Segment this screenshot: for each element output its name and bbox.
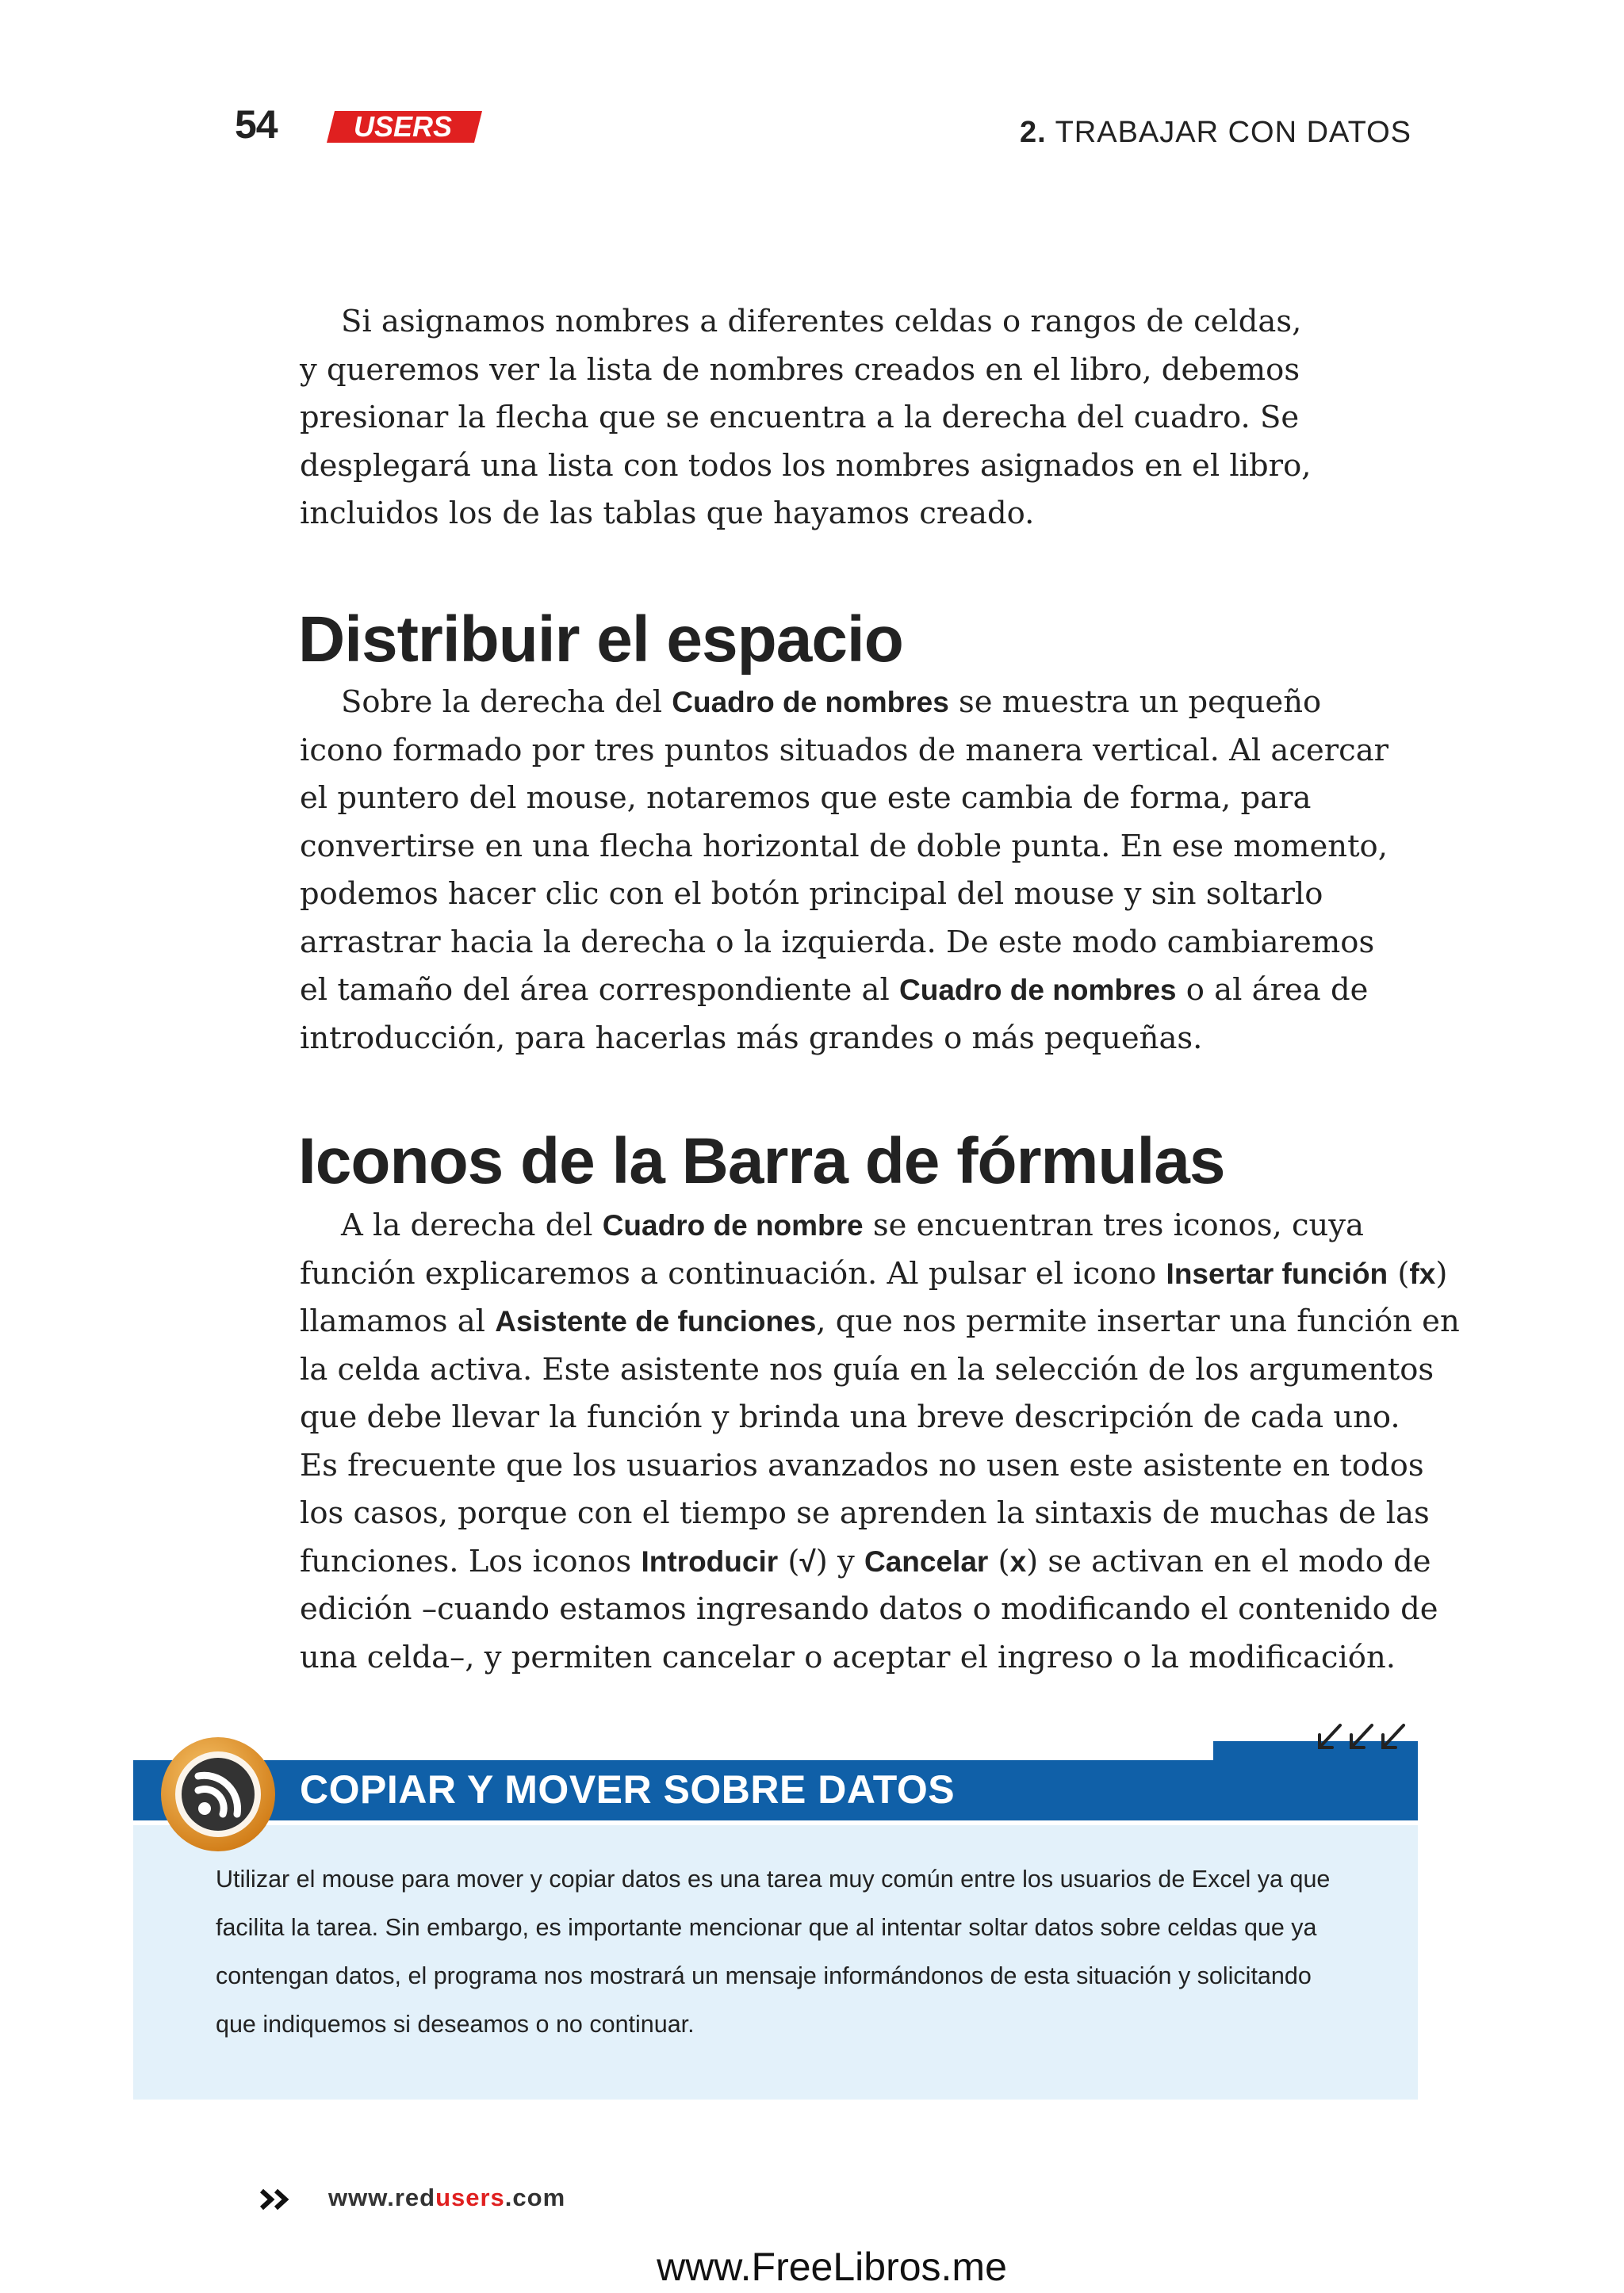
bold-term: Cuadro de nombres <box>899 974 1177 1006</box>
text-line: funciones. Los iconos Introducir (√) y Cancelar (x) se activan en el modo de <box>300 1543 1431 1579</box>
chapter-number: 2. <box>1019 116 1047 149</box>
double-chevron-icon <box>259 2188 293 2211</box>
callout-body <box>216 1855 1342 2049</box>
text-line: arrastrar hacia la derecha o la izquierda. De este modo cambiaremos <box>300 924 1375 960</box>
bold-term: Asistente de funciones <box>495 1305 817 1338</box>
text-line: y queremos ver la lista de nombres creados en el libro, debemos <box>300 351 1300 388</box>
footer-url[interactable]: www.redusers.com <box>328 2184 566 2211</box>
bold-term: Introducir <box>641 1545 779 1578</box>
chapter-header <box>872 116 1411 150</box>
bold-term: √ <box>799 1545 816 1578</box>
text-line: desplegará una lista con todos los nombres asignados en el libro, <box>300 447 1312 484</box>
text-line: Sobre la derecha del Cuadro de nombres se muestra un pequeño <box>341 684 1322 720</box>
users-logo <box>327 111 482 143</box>
text-line: podemos hacer clic con el botón principal del mouse y sin soltarlo <box>300 876 1323 912</box>
text-line: contengan datos, el programa nos mostrará un mensaje informándonos de esta situación y solicitando <box>216 1962 1312 1989</box>
text-line: función explicaremos a continuación. Al pulsar el icono Insertar función (fx) <box>300 1255 1448 1292</box>
text-line: convertirse en una flecha horizontal de doble punta. En ese momento, <box>300 828 1388 864</box>
text-line: presionar la flecha que se encuentra a la derecha del cuadro. Se <box>300 400 1300 435</box>
text-line: introducción, para hacerlas más grandes o más pequeñas. <box>300 1020 1203 1056</box>
text-line: edición –cuando estamos ingresando datos o modificando el contenido de <box>300 1591 1438 1627</box>
bold-term: Cuadro de nombres <box>672 686 949 718</box>
bold-term: Cancelar <box>864 1545 989 1578</box>
bold-term: fx <box>1409 1257 1436 1290</box>
section-heading-distribuir: Distribuir el espacio <box>298 603 903 676</box>
section-heading-iconos: Iconos de la Barra de fórmulas <box>298 1125 1225 1197</box>
text-line: Es frecuente que los usuarios avanzados no usen este asistente en todos <box>300 1447 1424 1483</box>
bold-term: Cuadro de nombre <box>602 1209 864 1242</box>
users-logo-text: USERS <box>353 111 453 143</box>
intro-paragraph <box>300 298 1426 538</box>
triple-arrow-icon <box>1313 1721 1411 1754</box>
bold-term: x <box>1009 1545 1027 1578</box>
section1-paragraph <box>300 679 1426 1062</box>
text-line: Si asignamos nombres a diferentes celdas o rangos de celdas, <box>341 304 1302 339</box>
text-line: el puntero del mouse, notaremos que este cambia de forma, para <box>300 780 1312 816</box>
watermark: www.FreeLibros.me <box>657 2245 1007 2289</box>
section2-paragraph <box>300 1202 1460 1682</box>
text-line: Utilizar el mouse para mover y copiar datos es una tarea muy común entre los usuarios de Excel ya que <box>216 1866 1331 1893</box>
chapter-title: TRABAJAR CON DATOS <box>1055 116 1411 149</box>
text-line: facilita la tarea. Sin embargo, es importante mencionar que al intentar soltar datos sobre celdas que ya <box>216 1914 1317 1941</box>
bold-term: Insertar función <box>1166 1257 1388 1290</box>
text-line: una celda–, y permiten cancelar o aceptar el ingreso o la modificación. <box>300 1639 1396 1675</box>
page-number: 54 <box>235 102 278 147</box>
text-line: icono formado por tres puntos situados de manera vertical. Al acercar <box>300 732 1389 768</box>
rss-feed-icon <box>159 1735 278 1854</box>
text-line: el tamaño del área correspondiente al Cuadro de nombres o al área de <box>300 972 1369 1008</box>
callout-title: COPIAR Y MOVER SOBRE DATOS <box>300 1767 956 1812</box>
text-line: llamamos al Asistente de funciones, que nos permite insertar una función en <box>300 1303 1460 1339</box>
text-line: incluidos los de las tablas que hayamos creado. <box>300 496 1035 531</box>
text-line: A la derecha del Cuadro de nombre se encuentran tres iconos, cuya <box>341 1208 1365 1243</box>
text-line: que debe llevar la función y brinda una breve descripción de cada uno. <box>300 1399 1400 1435</box>
text-line: que indiquemos si deseamos o no continuar. <box>216 2011 695 2038</box>
text-line: los casos, porque con el tiempo se aprenden la sintaxis de muchas de las <box>300 1495 1430 1531</box>
text-line: la celda activa. Este asistente nos guía en la selección de los argumentos <box>300 1351 1434 1388</box>
